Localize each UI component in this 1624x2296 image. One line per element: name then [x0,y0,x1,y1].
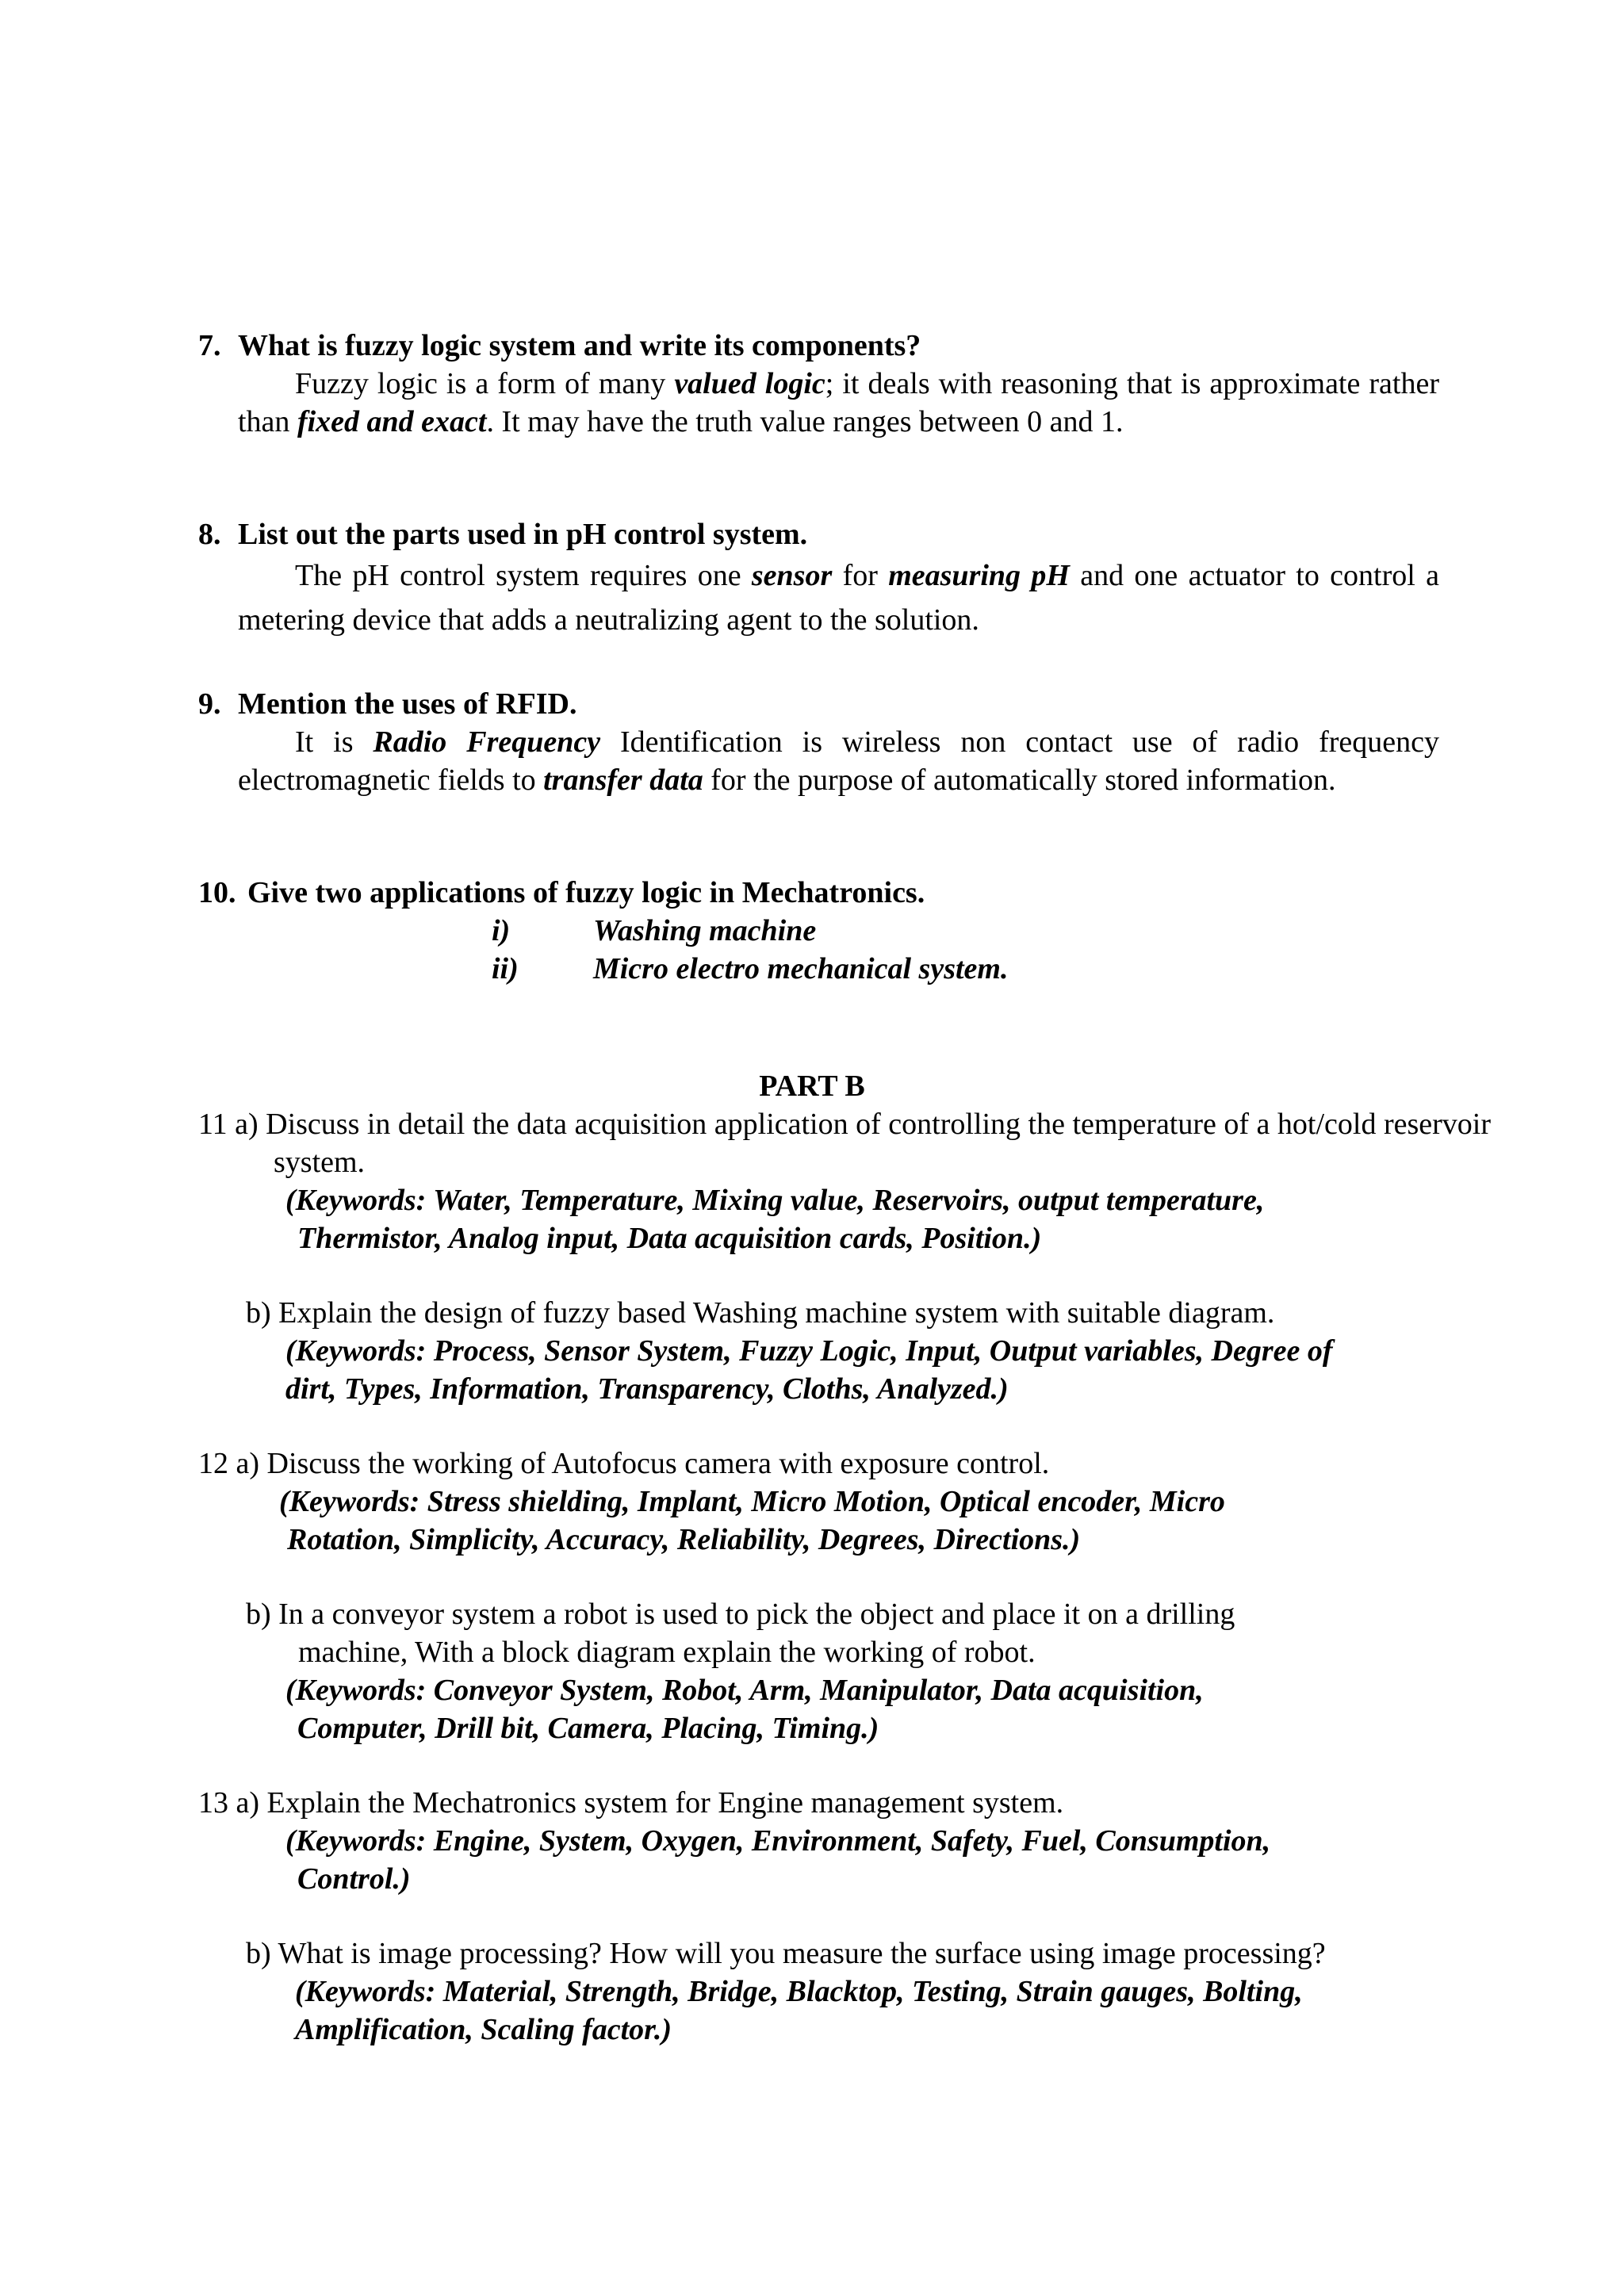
q12b-prefix: b) [246,1598,271,1631]
q10-item-2-label: ii) [492,952,519,985]
q11a-keywords-2: Thermistor, Analog input, Data acquisition cards, Position.) [297,1222,1042,1255]
q12a-text: Discuss the working of Autofocus camera with exposure control. [266,1447,1050,1480]
q11a-keywords-1: (Keywords: Water, Temperature, Mixing value, Reservoirs, output temperature, [285,1184,1265,1217]
q8-question: List out the parts used in pH control system. [238,518,808,551]
q10-item-2 [492,950,1008,988]
part-b-heading: PART B [759,1070,865,1103]
q12a-line [198,1445,1451,1483]
q7-question: What is fuzzy logic system and write its components? [238,329,921,362]
q8-number: 8. [198,518,221,551]
q12a-prefix: 12 a) [198,1447,260,1480]
q10-item-1 [492,912,816,950]
q10-question: Give two applications of fuzzy logic in Mechatronics. [247,876,925,909]
q13b-line [246,1934,1483,1973]
q7-answer: Fuzzy logic is a form of many valued logic; it deals with reasoning that is approximate rather than fixed and exact. It may have the truth value ranges between 0 and 1. [238,367,1439,438]
q13a-text: Explain the Mechatronics system for Engine management system. [266,1786,1064,1820]
q7-emphasis-2: fixed and exact [297,405,487,438]
q10-item-2-text: Micro electro mechanical system. [593,952,1009,985]
q13b-prefix: b) [246,1937,271,1970]
q9-answer: It is Radio Frequency Identification is wireless non contact use of radio frequency electromagnetic fields to transfer data for the purpose of automatically stored information. [238,725,1439,797]
q13a-keywords-1: (Keywords: Engine, System, Oxygen, Environment, Safety, Fuel, Consumption, [285,1824,1271,1858]
q10-heading [198,874,1435,912]
q12b-keywords-2: Computer, Drill bit, Camera, Placing, Timing.) [297,1712,879,1745]
q9-heading [198,685,1435,723]
q12b-text-1: In a conveyor system a robot is used to pick the object and place it on a drilling [278,1598,1235,1631]
q13b-keywords-2: Amplification, Scaling factor.) [295,2013,672,2046]
q7-heading [198,327,1435,365]
q12b-keywords-1: (Keywords: Conveyor System, Robot, Arm, Manipulator, Data acquisition, [285,1674,1204,1707]
q10-item-1-label: i) [492,914,511,947]
q7-number: 7. [198,329,221,362]
q12a-keywords-2: Rotation, Simplicity, Accuracy, Reliability, Degrees, Directions.) [287,1523,1081,1556]
q11a-prefix: 11 a) [198,1108,259,1141]
q11a-line [198,1105,1526,1181]
q9-emphasis-2: transfer data [543,763,703,797]
q9-emphasis-1: Radio Frequency [373,725,601,759]
q13a-prefix: 13 a) [198,1786,260,1820]
q11b-keywords-2: dirt, Types, Information, Transparency, Cloths, Analyzed.) [285,1372,1009,1406]
q8-answer: The pH control system requires one sensor for measuring pH and one actuator to control a metering device that adds a neutralizing agent to the solution. [238,559,1439,637]
q10-number: 10. [198,876,236,909]
q7-emphasis-1: valued logic [674,367,825,400]
q8-emphasis-1: sensor [751,559,833,592]
q12a-keywords-1: (Keywords: Stress shielding, Implant, Micro Motion, Optical encoder, Micro [279,1485,1225,1518]
q9-number: 9. [198,687,221,721]
q11b-text: Explain the design of fuzzy based Washing machine system with suitable diagram. [278,1296,1275,1330]
q13a-line [198,1784,1451,1822]
q13a-keywords-2: Control.) [297,1862,411,1896]
q10-item-1-text: Washing machine [593,914,817,947]
q8-heading [198,515,1435,553]
q8-emphasis-2: measuring pH [888,559,1070,592]
q11b-keywords-1: (Keywords: Process, Sensor System, Fuzzy Logic, Input, Output variables, Degree of [285,1334,1333,1368]
q13b-text: What is image processing? How will you measure the surface using image processing? [278,1937,1326,1970]
q12b-text-2: machine, With a block diagram explain the working of robot. [298,1636,1036,1669]
q11b-line [246,1294,1467,1332]
q11a-text: Discuss in detail the data acquisition application of controlling the temperature of a hot/cold reservoir system. [266,1108,1491,1179]
q13b-keywords-1: (Keywords: Material, Strength, Bridge, Blacktop, Testing, Strain gauges, Bolting, [295,1975,1303,2008]
q9-question: Mention the uses of RFID. [238,687,577,721]
q11b-prefix: b) [246,1296,271,1330]
q12b-line-1 [246,1595,1467,1633]
